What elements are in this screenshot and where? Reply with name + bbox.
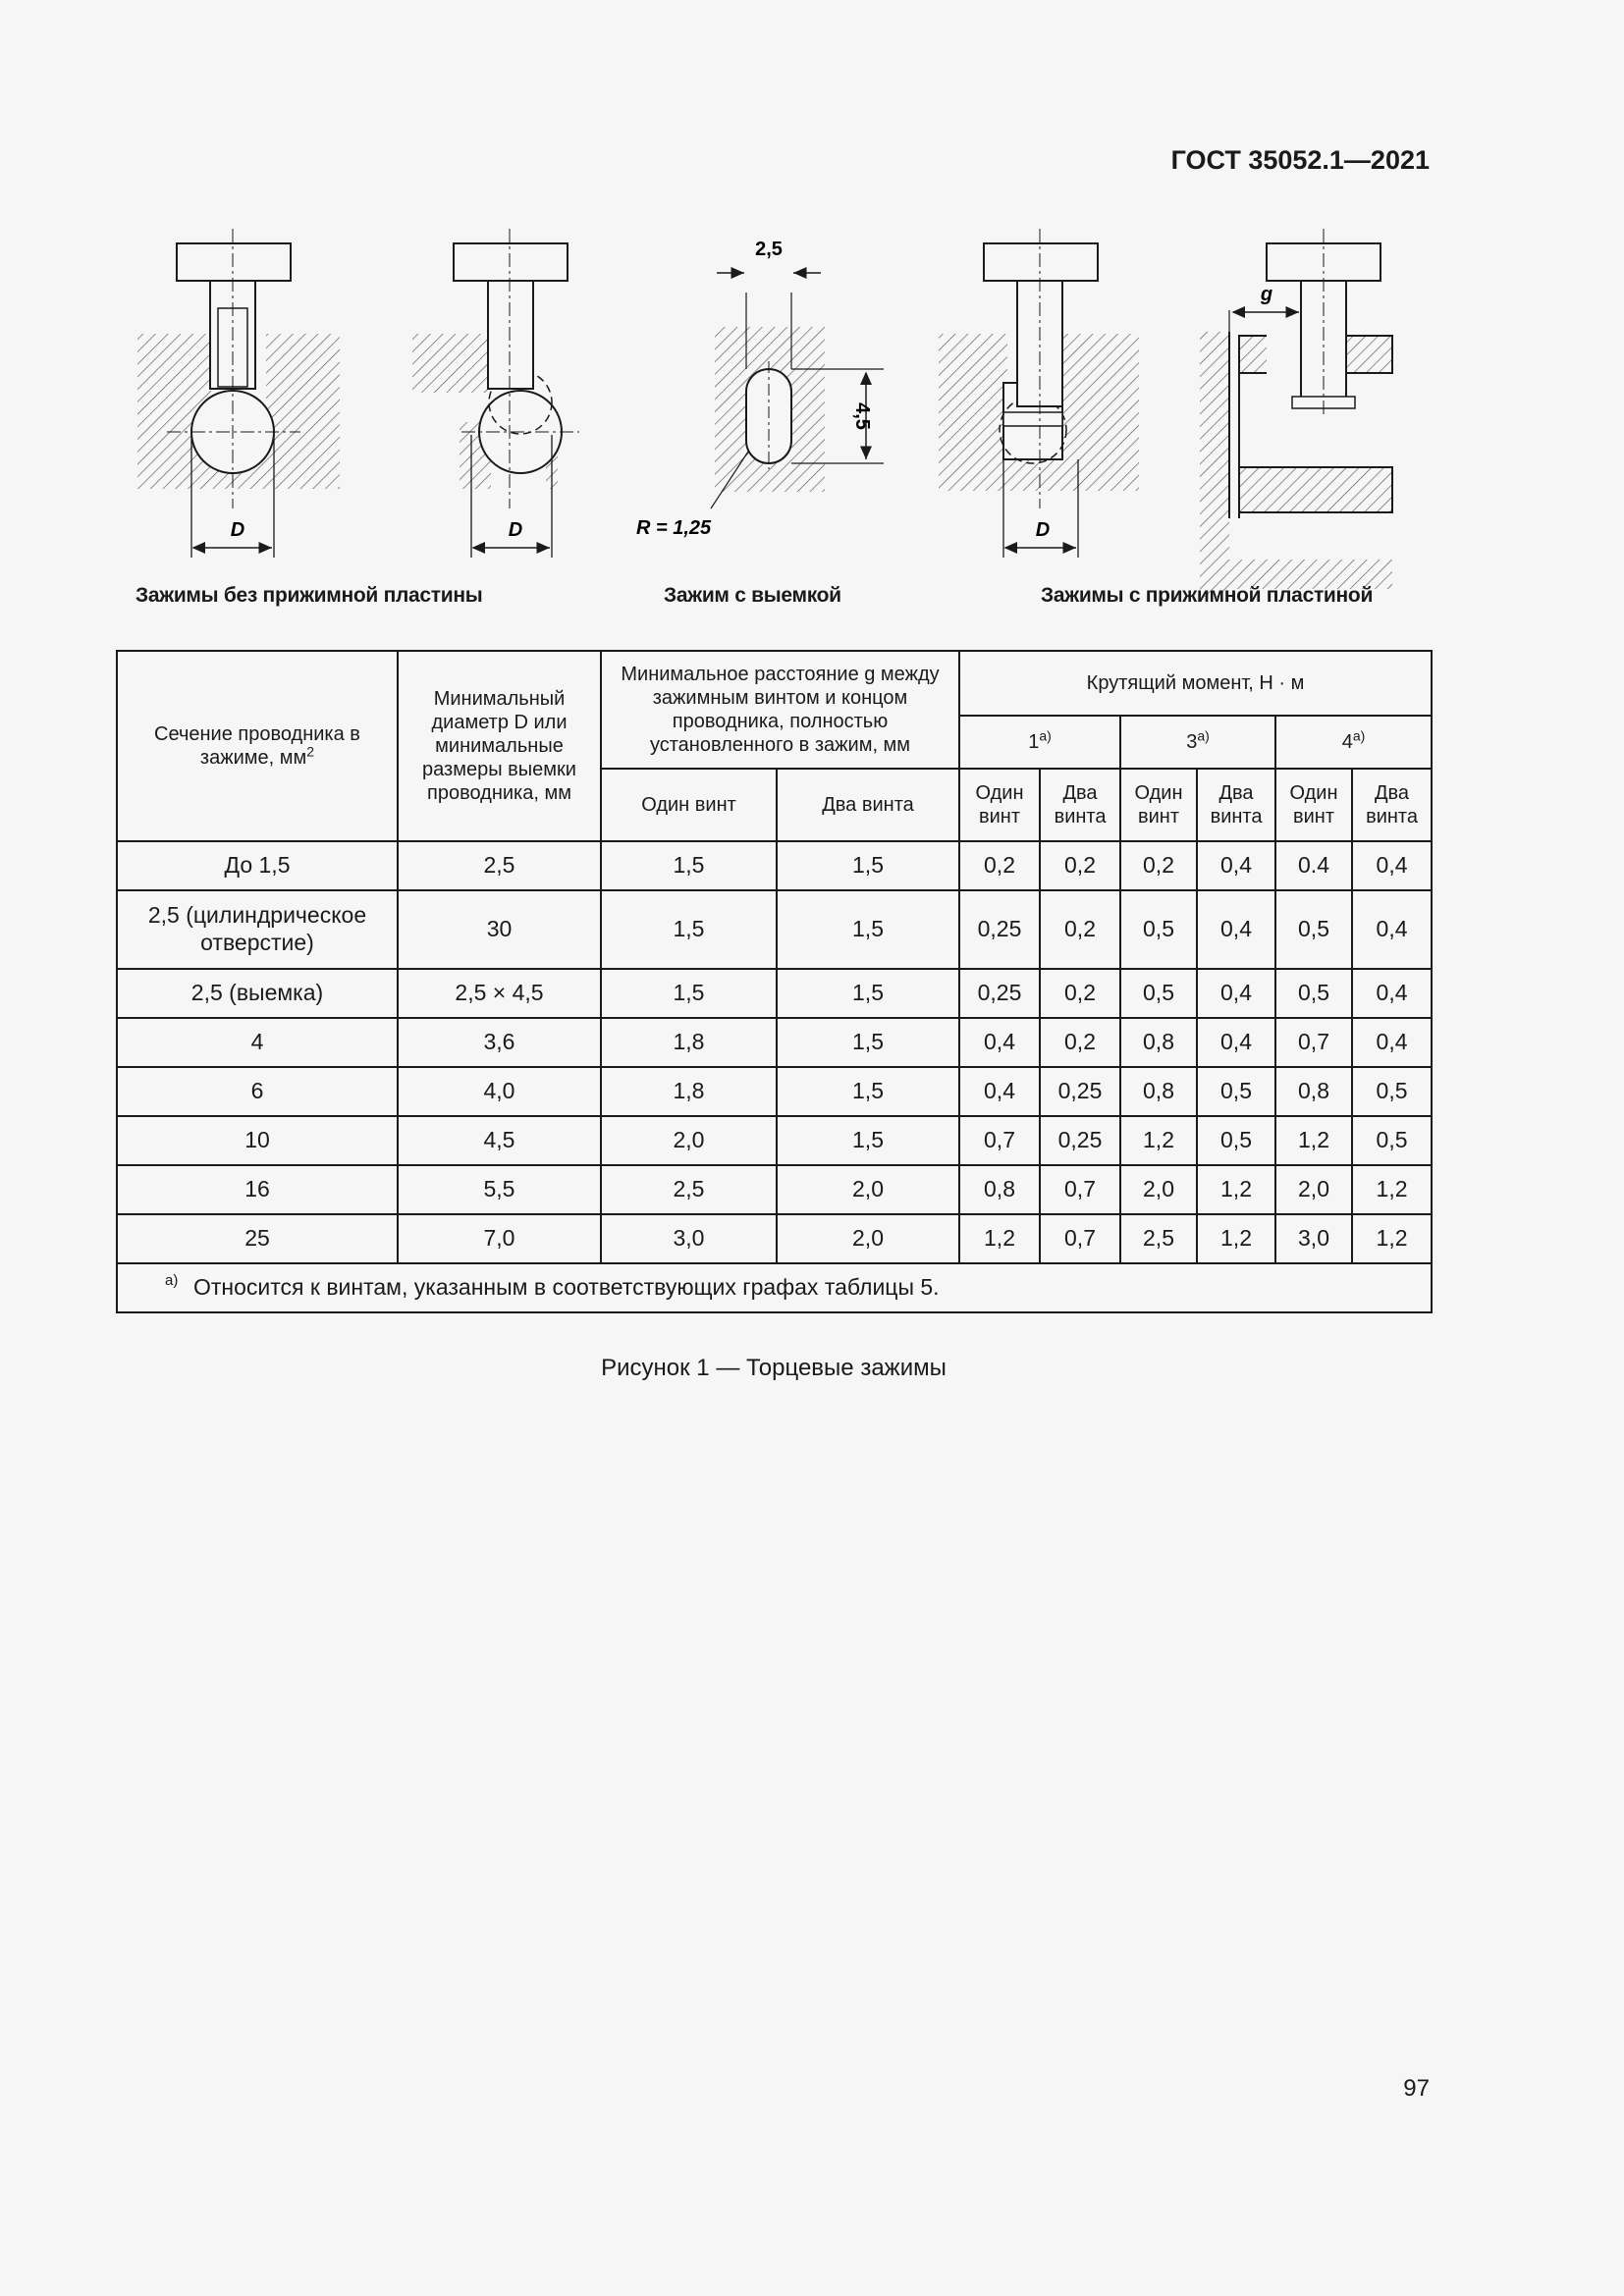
table-cell: 25: [117, 1214, 398, 1263]
table-cell: 1,5: [601, 890, 777, 969]
header-two-screws: Два винта: [777, 769, 959, 841]
table-cell: 0,25: [1040, 1067, 1120, 1116]
header-torque: Крутящий момент, Н · м: [959, 651, 1432, 716]
dimension-d-2: D: [508, 519, 523, 541]
table-cell: 0,8: [1275, 1067, 1352, 1116]
table-cell: 0,4: [1197, 969, 1275, 1018]
table-cell: 5,5: [398, 1165, 601, 1214]
table-footnote: а) Относится к винтам, указанным в соответствующих графах таблицы 5.: [117, 1263, 1432, 1312]
table-cell: 0,2: [1040, 1018, 1120, 1067]
table-cell: 0,8: [1120, 1067, 1197, 1116]
table-cell: 0,5: [1275, 890, 1352, 969]
table-cell: 0,5: [1275, 969, 1352, 1018]
table-cell: 2,0: [1275, 1165, 1352, 1214]
table-cell: 1,5: [777, 890, 959, 969]
table-cell: 0,5: [1197, 1116, 1275, 1165]
terminal-drawings: [128, 224, 1434, 597]
header-torque-sub: Два винта: [1352, 769, 1432, 841]
table-cell: 7,0: [398, 1214, 601, 1263]
table-cell: 4,5: [398, 1116, 601, 1165]
table-cell: 1,2: [1197, 1214, 1275, 1263]
table-cell: 0,2: [1040, 969, 1120, 1018]
drawing-clamp-plate-2: [1200, 229, 1392, 597]
table-cell: 2,5: [398, 841, 601, 890]
table-cell: 0,4: [1352, 969, 1432, 1018]
header-group-4: $4^{а)}$: [1275, 716, 1432, 769]
table-cell: 0,25: [959, 890, 1040, 969]
table-cell: 2,5 (цилиндрическое отверстие): [117, 890, 398, 969]
table-cell: 3,6: [398, 1018, 601, 1067]
table-cell: 2,5: [1120, 1214, 1197, 1263]
table-cell: 2,5: [601, 1165, 777, 1214]
table-cell: 0,5: [1352, 1116, 1432, 1165]
table-cell: 2,5 (выемка): [117, 969, 398, 1018]
page-number: 97: [1403, 2075, 1430, 2102]
table-cell: 1,8: [601, 1067, 777, 1116]
table-row: [117, 1018, 1432, 1067]
figure-caption: Рисунок 1 — Торцевые зажимы: [601, 1355, 947, 1381]
table-cell: 0,4: [1197, 841, 1275, 890]
table-row: [117, 1067, 1432, 1116]
table-cell: 4,0: [398, 1067, 601, 1116]
header-torque-sub: Два винта: [1197, 769, 1275, 841]
table-cell: 1,5: [777, 1067, 959, 1116]
table-cell: 0,4: [1352, 1018, 1432, 1067]
table-cell: 0,4: [1352, 841, 1432, 890]
table-cell: 0,4: [1352, 890, 1432, 969]
drawing-slot-clamp: [636, 239, 884, 539]
table-cell: 6: [117, 1067, 398, 1116]
table-cell: 0,5: [1120, 969, 1197, 1018]
table-cell: 1,8: [601, 1018, 777, 1067]
table-cell: 1,5: [777, 969, 959, 1018]
table-cell: 0,8: [959, 1165, 1040, 1214]
table-cell: 1,5: [777, 1018, 959, 1067]
table-cell: 2,0: [777, 1214, 959, 1263]
table-cell: 1,2: [1352, 1165, 1432, 1214]
table-cell: 1,5: [601, 841, 777, 890]
terminal-table: [116, 650, 1433, 1313]
table-cell: 0,4: [959, 1018, 1040, 1067]
table-cell: 0,2: [959, 841, 1040, 890]
dimension-2-5: 2,5: [755, 239, 783, 260]
caption-with-plate: Зажимы с прижимной пластиной: [1041, 584, 1374, 607]
table-row: [117, 1214, 1432, 1263]
dimension-r-1-25: R = 1,25: [636, 517, 712, 539]
table-cell: 0,5: [1352, 1067, 1432, 1116]
table-cell: 0,7: [1275, 1018, 1352, 1067]
table-cell: 0,5: [1120, 890, 1197, 969]
header-min-distance: Минимальное расстояние g между зажимным винтом и концом проводника, полностью установленного в зажим, мм: [601, 651, 959, 769]
table-cell: 0,7: [1040, 1165, 1120, 1214]
table-row: [117, 841, 1432, 890]
drawing-clamp-1: [137, 229, 340, 558]
table-cell: 0,25: [1040, 1116, 1120, 1165]
table-cell: 0,2: [1120, 841, 1197, 890]
table-cell: 1,2: [1120, 1116, 1197, 1165]
dimension-g: g: [1260, 284, 1273, 305]
table-row: [117, 1165, 1432, 1214]
table-cell: 1,2: [1275, 1116, 1352, 1165]
table-cell: До 1,5: [117, 841, 398, 890]
header-group-1: $1^{а)}$: [959, 716, 1120, 769]
table-cell: 0,4: [959, 1067, 1040, 1116]
table-cell: 0,5: [1197, 1067, 1275, 1116]
table-cell: 1,2: [959, 1214, 1040, 1263]
drawing-clamp-plate-1: [939, 229, 1139, 558]
table-cell: 1,2: [1197, 1165, 1275, 1214]
table-row: [117, 890, 1432, 969]
caption-slot: Зажим с выемкой: [664, 584, 841, 607]
header-torque-sub: Один винт: [1120, 769, 1197, 841]
table-cell: 3,0: [601, 1214, 777, 1263]
table-cell: 30: [398, 890, 601, 969]
table-cell: 2,0: [777, 1165, 959, 1214]
table-cell: 1,2: [1352, 1214, 1432, 1263]
header-one-screw: Один винт: [601, 769, 777, 841]
header-torque-sub: Один винт: [959, 769, 1040, 841]
header-torque-sub: Два винта: [1040, 769, 1120, 841]
document-standard-number: ГОСТ 35052.1—2021: [1170, 145, 1430, 175]
table-cell: 0,4: [1197, 1018, 1275, 1067]
table-cell: 2,0: [601, 1116, 777, 1165]
table-cell: 2,5 × 4,5: [398, 969, 601, 1018]
header-conductor-section: Сечение проводника в зажиме, $мм^2$: [117, 651, 398, 841]
table-cell: 0,4: [1197, 890, 1275, 969]
caption-no-plate: Зажимы без прижимной пластины: [135, 584, 483, 607]
dimension-d-3: D: [1035, 519, 1051, 541]
table-cell: 0,7: [959, 1116, 1040, 1165]
header-min-diameter: Минимальный диаметр D или минимальные размеры выемки проводника, мм: [398, 651, 601, 841]
dimension-d-1: D: [230, 519, 245, 541]
table-cell: 10: [117, 1116, 398, 1165]
drawing-clamp-2: [412, 229, 579, 558]
table-cell: 1,5: [777, 841, 959, 890]
table-cell: 16: [117, 1165, 398, 1214]
table-cell: 2,0: [1120, 1165, 1197, 1214]
table-cell: 0,8: [1120, 1018, 1197, 1067]
table-row: [117, 969, 1432, 1018]
table-cell: 3,0: [1275, 1214, 1352, 1263]
table-cell: 0,2: [1040, 841, 1120, 890]
table-cell: 1,5: [777, 1116, 959, 1165]
table-cell: 1,5: [601, 969, 777, 1018]
header-group-3: $3^{а)}$: [1120, 716, 1275, 769]
table-cell: 0.4: [1275, 841, 1352, 890]
table-cell: 0,2: [1040, 890, 1120, 969]
table-cell: 0,7: [1040, 1214, 1120, 1263]
table-cell: 0,25: [959, 969, 1040, 1018]
table-cell: 4: [117, 1018, 398, 1067]
table-row: [117, 1116, 1432, 1165]
header-torque-sub: Один винт: [1275, 769, 1352, 841]
dimension-4-5: 4,5: [851, 402, 873, 430]
